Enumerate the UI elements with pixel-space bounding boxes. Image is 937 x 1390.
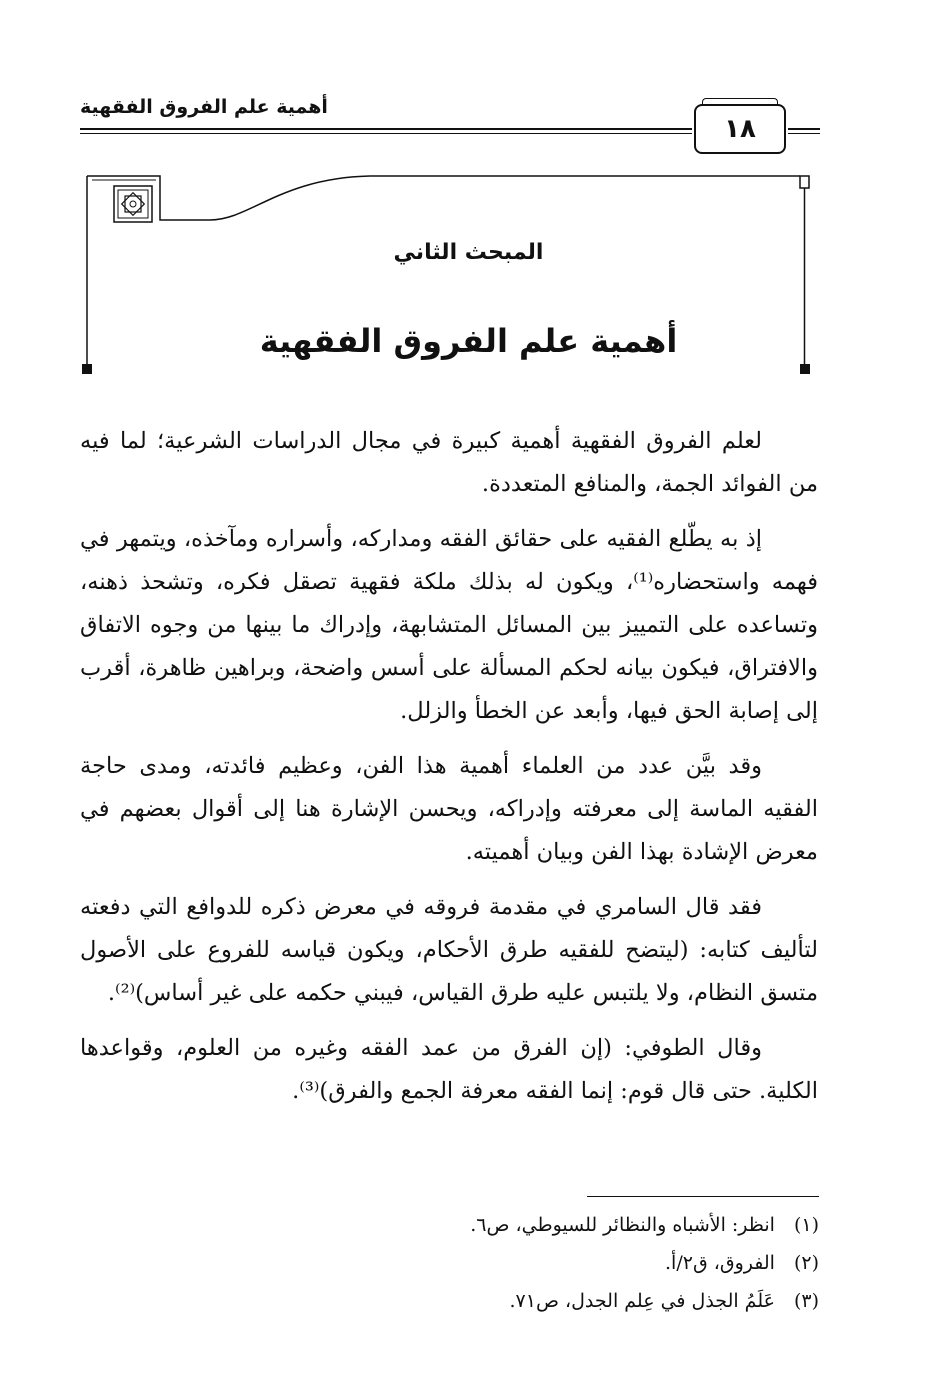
- footnote-text: انظر: الأشباه والنظائر للسيوطي، ص٦.: [470, 1214, 775, 1236]
- header-rule: [80, 128, 692, 134]
- footnote: [219, 1282, 819, 1320]
- footnote-text: الفروق، ق٢/أ.: [665, 1252, 775, 1274]
- paragraph: فقد قال السامري في مقدمة فروقه في معرض ذكره للدوافع التي دفعته لتأليف كتابه: (ليتضح للفقيه طرق الأحكام، ويكون قياسه للفروع على الأصول متسق النظام، ولا يلتبس عليه طرق القياس، فيبني حكمه على غير أساس)⁽²⁾.: [80, 894, 818, 1006]
- paragraph: إذ به يطّلع الفقيه على حقائق الفقه ومداركه، وأسراره ومآخذه، ويتمهر في فهمه واستحضاره⁽¹⁾، ويكون له بذلك ملكة فقهية تصقل فكره، وتشحذ ذهنه، وتساعده على التمييز بين المسائل المتشابهة، وإدراك ما بينها من وجوه الاتفاق والافتراق، فيكون بيانه لحكم المسألة على أسس واضحة، وبراهين ظاهرة، أقرب إلى إصابة الحق فيها، وأبعد عن الخطأ والزلل.: [80, 526, 818, 724]
- header-rule-short: [788, 128, 820, 134]
- body-text: [80, 420, 818, 1125]
- running-title: أهمية علم الفروق الفقهية: [80, 96, 328, 118]
- footnote-text: عَلَمُ الجذل في عِلم الجدل، ص٧١.: [509, 1290, 775, 1312]
- footnote: [219, 1206, 819, 1244]
- paragraph: وقد بيَّن عدد من العلماء أهمية هذا الفن، وعظيم فائدته، ومدى حاجة الفقيه الماسة إلى معرفته وإدراكه، ويحسن الإشارة هنا إلى أقوال بعضهم في معرض الإشادة بهذا الفن وبيان أهميته.: [80, 753, 818, 865]
- footnote-number: (٣): [793, 1290, 819, 1312]
- section-label: المبحث الثاني: [393, 240, 544, 265]
- footnote: [219, 1244, 819, 1282]
- paragraph: وقال الطوفي: (إن الفرق من عمد الفقه وغيره من العلوم، وقواعدها الكلية. حتى قال قوم: إنما الفقه معرفة الجمع والفرق)⁽³⁾.: [80, 1035, 818, 1104]
- running-header: [80, 90, 820, 144]
- section-title: أهمية علم الفروق الفقهية: [259, 322, 678, 360]
- star-ornament-icon: [114, 186, 152, 222]
- footnote-number: (١): [793, 1214, 819, 1236]
- paragraph: لعلم الفروق الفقهية أهمية كبيرة في مجال الدراسات الشرعية؛ لما فيه من الفوائد الجمة، والمنافع المتعددة.: [80, 428, 818, 497]
- footnote-number: (٢): [793, 1252, 819, 1274]
- page-number: ١٨: [694, 104, 786, 154]
- footnotes: [219, 1206, 819, 1320]
- footnote-separator: [587, 1196, 819, 1197]
